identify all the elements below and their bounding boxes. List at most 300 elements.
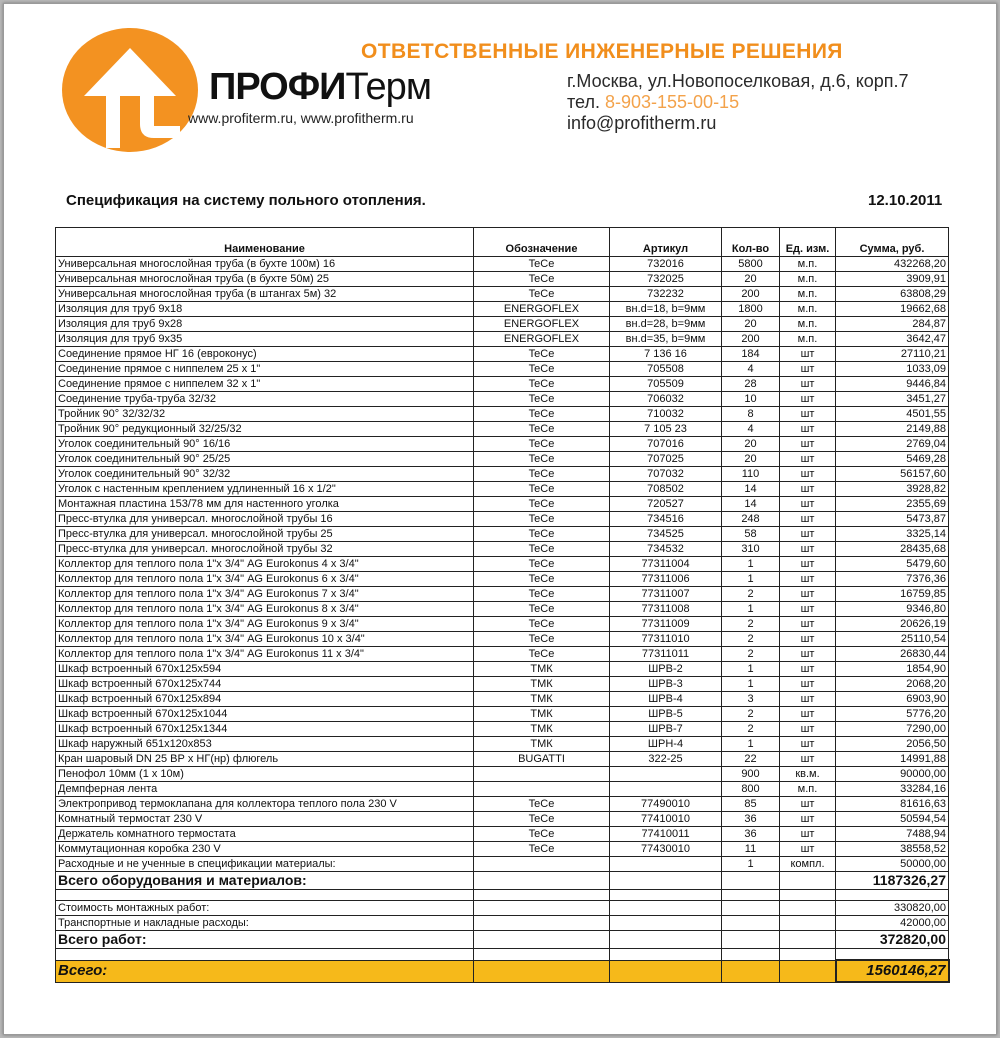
item-quantity: 28 — [722, 377, 780, 392]
item-sum: 9346,80 — [836, 602, 949, 617]
item-name: Уголок с настенным креплением удлиненный 16 х 1/2" — [56, 482, 474, 497]
item-quantity: 58 — [722, 527, 780, 542]
item-unit: шт — [780, 572, 836, 587]
table-row — [56, 692, 949, 707]
item-article: 706032 — [610, 392, 722, 407]
item-article: 734525 — [610, 527, 722, 542]
item-article — [610, 782, 722, 797]
item-name: Электропривод термоклапана для коллектора теплого пола 230 V — [56, 797, 474, 812]
item-unit: шт — [780, 797, 836, 812]
transport-value: 42000,00 — [836, 916, 949, 931]
item-name: Шкаф встроенный 670х125х1344 — [56, 722, 474, 737]
item-unit: шт — [780, 737, 836, 752]
item-name: Шкаф встроенный 670х125х744 — [56, 677, 474, 692]
item-designation: TeCe — [474, 812, 610, 827]
item-quantity: 310 — [722, 542, 780, 557]
item-article: 710032 — [610, 407, 722, 422]
item-article: 77311010 — [610, 632, 722, 647]
contacts — [567, 71, 909, 134]
item-sum: 3325,14 — [836, 527, 949, 542]
table-row — [56, 827, 949, 842]
table-row — [56, 647, 949, 662]
item-quantity: 1800 — [722, 302, 780, 317]
item-designation: TeCe — [474, 632, 610, 647]
item-designation: TeCe — [474, 422, 610, 437]
table-row — [56, 782, 949, 797]
item-article: ШРВ-2 — [610, 662, 722, 677]
item-unit: шт — [780, 722, 836, 737]
item-name: Шкаф встроенный 670х125х1044 — [56, 707, 474, 722]
item-quantity: 1 — [722, 857, 780, 872]
item-sum: 5776,20 — [836, 707, 949, 722]
table-row — [56, 482, 949, 497]
item-sum: 56157,60 — [836, 467, 949, 482]
document-date: 12.10.2011 — [868, 192, 943, 209]
item-article: 732016 — [610, 257, 722, 272]
item-quantity: 1 — [722, 662, 780, 677]
table-row — [56, 587, 949, 602]
table-row — [56, 497, 949, 512]
item-article: 707016 — [610, 437, 722, 452]
item-sum: 432268,20 — [836, 257, 949, 272]
item-article: ШРВ-7 — [610, 722, 722, 737]
item-unit: м.п. — [780, 302, 836, 317]
phone-label: тел. — [567, 92, 600, 112]
item-designation: TeCe — [474, 497, 610, 512]
item-quantity: 2 — [722, 617, 780, 632]
equipment-total-row — [56, 872, 949, 890]
item-article: 7 105 23 — [610, 422, 722, 437]
item-article: 707032 — [610, 467, 722, 482]
item-quantity: 900 — [722, 767, 780, 782]
table-row — [56, 347, 949, 362]
item-sum: 16759,85 — [836, 587, 949, 602]
table-row — [56, 812, 949, 827]
item-unit: шт — [780, 587, 836, 602]
item-designation: TeCe — [474, 647, 610, 662]
item-name: Пенофол 10мм (1 х 10м) — [56, 767, 474, 782]
item-sum: 14991,88 — [836, 752, 949, 767]
item-unit: шт — [780, 557, 836, 572]
item-sum: 50594,54 — [836, 812, 949, 827]
item-designation: TeCe — [474, 272, 610, 287]
item-quantity: 14 — [722, 497, 780, 512]
item-sum: 5469,28 — [836, 452, 949, 467]
item-unit: шт — [780, 362, 836, 377]
item-designation: TeCe — [474, 557, 610, 572]
item-sum: 3642,47 — [836, 332, 949, 347]
item-unit: шт — [780, 752, 836, 767]
item-article: 705508 — [610, 362, 722, 377]
item-unit: шт — [780, 812, 836, 827]
item-article: 705509 — [610, 377, 722, 392]
item-designation — [474, 857, 610, 872]
item-unit: шт — [780, 842, 836, 857]
table-row — [56, 722, 949, 737]
table-row — [56, 797, 949, 812]
item-name: Изоляция для труб 9х28 — [56, 317, 474, 332]
item-name: Уголок соединительный 90° 32/32 — [56, 467, 474, 482]
item-designation: TeCe — [474, 542, 610, 557]
item-quantity: 4 — [722, 422, 780, 437]
item-article: ШРВ-5 — [610, 707, 722, 722]
item-quantity: 20 — [722, 317, 780, 332]
item-designation: ТМК — [474, 677, 610, 692]
item-quantity: 200 — [722, 287, 780, 302]
item-quantity: 10 — [722, 392, 780, 407]
item-sum: 7488,94 — [836, 827, 949, 842]
brand-name: ПРОФИТерм — [209, 66, 431, 108]
table-row — [56, 257, 949, 272]
item-article: 734516 — [610, 512, 722, 527]
item-quantity: 36 — [722, 827, 780, 842]
item-article: 77490010 — [610, 797, 722, 812]
item-designation: ENERGOFLEX — [474, 317, 610, 332]
item-designation: TeCe — [474, 257, 610, 272]
item-designation: TeCe — [474, 452, 610, 467]
item-sum: 2068,20 — [836, 677, 949, 692]
item-quantity: 5800 — [722, 257, 780, 272]
table-row — [56, 632, 949, 647]
item-designation: TeCe — [474, 827, 610, 842]
item-designation: ТМК — [474, 662, 610, 677]
item-name: Коллектор для теплого пола 1"х 3/4" AG Eurokonus 10 х 3/4" — [56, 632, 474, 647]
item-designation: ENERGOFLEX — [474, 332, 610, 347]
item-unit: м.п. — [780, 332, 836, 347]
item-unit: шт — [780, 647, 836, 662]
item-article: 708502 — [610, 482, 722, 497]
item-designation: BUGATTI — [474, 752, 610, 767]
item-quantity: 1 — [722, 557, 780, 572]
item-unit: м.п. — [780, 287, 836, 302]
item-article: ШРН-4 — [610, 737, 722, 752]
item-designation: ТМК — [474, 707, 610, 722]
item-article: 732025 — [610, 272, 722, 287]
item-unit: шт — [780, 437, 836, 452]
item-designation: ТМК — [474, 692, 610, 707]
item-unit: м.п. — [780, 317, 836, 332]
item-unit: кв.м. — [780, 767, 836, 782]
item-name: Пресс-втулка для универсал. многослойной трубы 25 — [56, 527, 474, 542]
item-name: Демпферная лента — [56, 782, 474, 797]
item-article: 734532 — [610, 542, 722, 557]
item-unit: шт — [780, 707, 836, 722]
item-article: 720527 — [610, 497, 722, 512]
item-unit: шт — [780, 602, 836, 617]
works-total-value: 372820,00 — [836, 931, 949, 949]
blank-row — [56, 890, 949, 901]
item-unit: шт — [780, 827, 836, 842]
item-name: Универсальная многослойная труба (в бухте 50м) 25 — [56, 272, 474, 287]
table-row — [56, 452, 949, 467]
email: info@profitherm.ru — [567, 113, 717, 133]
item-quantity: 184 — [722, 347, 780, 362]
item-name: Тройник 90° 32/32/32 — [56, 407, 474, 422]
table-body — [56, 257, 949, 872]
table-row — [56, 272, 949, 287]
table-row — [56, 542, 949, 557]
table-row — [56, 392, 949, 407]
item-name: Кран шаровый DN 25 ВР х НГ(нр) флюгель — [56, 752, 474, 767]
item-sum: 9446,84 — [836, 377, 949, 392]
item-name: Коллектор для теплого пола 1"х 3/4" AG Eurokonus 8 х 3/4" — [56, 602, 474, 617]
item-quantity: 1 — [722, 602, 780, 617]
item-sum: 81616,63 — [836, 797, 949, 812]
header-name: Наименование — [56, 228, 474, 257]
item-designation: TeCe — [474, 347, 610, 362]
item-designation: TeCe — [474, 437, 610, 452]
item-name: Универсальная многослойная труба (в штангах 5м) 32 — [56, 287, 474, 302]
header-article: Артикул — [610, 228, 722, 257]
header-quantity: Кол-во — [722, 228, 780, 257]
item-sum: 2355,69 — [836, 497, 949, 512]
item-sum: 50000,00 — [836, 857, 949, 872]
item-article: 707025 — [610, 452, 722, 467]
installation-row — [56, 901, 949, 916]
grand-total-label: Всего: — [56, 960, 474, 982]
item-unit: м.п. — [780, 257, 836, 272]
table-row — [56, 842, 949, 857]
item-quantity: 110 — [722, 467, 780, 482]
item-quantity: 2 — [722, 647, 780, 662]
item-designation: TeCe — [474, 842, 610, 857]
item-unit: компл. — [780, 857, 836, 872]
item-name: Соединение прямое НГ 16 (евроконус) — [56, 347, 474, 362]
item-name: Тройник 90° редукционный 32/25/32 — [56, 422, 474, 437]
item-quantity: 3 — [722, 692, 780, 707]
item-name: Коллектор для теплого пола 1"х 3/4" AG Eurokonus 6 х 3/4" — [56, 572, 474, 587]
item-designation: TeCe — [474, 467, 610, 482]
equipment-total-label: Всего оборудования и материалов: — [56, 872, 474, 890]
item-sum: 3909,91 — [836, 272, 949, 287]
item-designation: TeCe — [474, 407, 610, 422]
item-quantity: 2 — [722, 722, 780, 737]
item-article: вн.d=18, b=9мм — [610, 302, 722, 317]
item-quantity: 85 — [722, 797, 780, 812]
table-row — [56, 767, 949, 782]
table-row — [56, 737, 949, 752]
item-sum: 33284,16 — [836, 782, 949, 797]
item-unit: шт — [780, 467, 836, 482]
item-sum: 1854,90 — [836, 662, 949, 677]
table-row — [56, 572, 949, 587]
item-quantity: 36 — [722, 812, 780, 827]
item-quantity: 200 — [722, 332, 780, 347]
item-sum: 28435,68 — [836, 542, 949, 557]
item-name: Универсальная многослойная труба (в бухте 100м) 16 — [56, 257, 474, 272]
item-quantity: 11 — [722, 842, 780, 857]
item-designation — [474, 782, 610, 797]
item-name: Коллектор для теплого пола 1"х 3/4" AG Eurokonus 9 х 3/4" — [56, 617, 474, 632]
item-quantity: 2 — [722, 707, 780, 722]
item-name: Изоляция для труб 9х18 — [56, 302, 474, 317]
item-designation: TeCe — [474, 617, 610, 632]
item-sum: 38558,52 — [836, 842, 949, 857]
item-article: 77311011 — [610, 647, 722, 662]
item-designation: TeCe — [474, 587, 610, 602]
slogan: ОТВЕТСТВЕННЫЕ ИНЖЕНЕРНЫЕ РЕШЕНИЯ — [361, 40, 843, 63]
item-name: Соединение прямое с ниппелем 25 х 1" — [56, 362, 474, 377]
table-row — [56, 362, 949, 377]
item-article: 77311008 — [610, 602, 722, 617]
item-designation — [474, 767, 610, 782]
item-designation: ENERGOFLEX — [474, 302, 610, 317]
table-row — [56, 752, 949, 767]
item-quantity: 1 — [722, 737, 780, 752]
profiterm-logo-icon — [60, 26, 200, 154]
header-unit: Ед. изм. — [780, 228, 836, 257]
transport-row — [56, 916, 949, 931]
item-quantity: 20 — [722, 437, 780, 452]
item-article — [610, 767, 722, 782]
item-quantity: 2 — [722, 587, 780, 602]
table-row — [56, 287, 949, 302]
item-sum: 3451,27 — [836, 392, 949, 407]
item-article: 77430010 — [610, 842, 722, 857]
item-article: 77311004 — [610, 557, 722, 572]
item-article: 77410011 — [610, 827, 722, 842]
item-quantity: 20 — [722, 452, 780, 467]
item-quantity: 1 — [722, 572, 780, 587]
item-name: Комнатный термостат 230 V — [56, 812, 474, 827]
item-article: 732232 — [610, 287, 722, 302]
item-unit: шт — [780, 482, 836, 497]
item-unit: шт — [780, 677, 836, 692]
table-row — [56, 332, 949, 347]
item-unit: шт — [780, 407, 836, 422]
item-name: Держатель комнатного термостата — [56, 827, 474, 842]
item-article: 7 136 16 — [610, 347, 722, 362]
works-total-row — [56, 931, 949, 949]
table-row — [56, 602, 949, 617]
item-designation: TeCe — [474, 512, 610, 527]
item-quantity: 2 — [722, 632, 780, 647]
item-sum: 90000,00 — [836, 767, 949, 782]
table-row — [56, 422, 949, 437]
item-unit: шт — [780, 392, 836, 407]
item-sum: 1033,09 — [836, 362, 949, 377]
works-total-label: Всего работ: — [56, 931, 474, 949]
item-name: Шкаф встроенный 670х125х594 — [56, 662, 474, 677]
item-unit: шт — [780, 542, 836, 557]
item-name: Коллектор для теплого пола 1"х 3/4" AG Eurokonus 7 х 3/4" — [56, 587, 474, 602]
document-title: Спецификация на систему польного отопления. — [66, 192, 426, 209]
item-article — [610, 857, 722, 872]
item-unit: шт — [780, 527, 836, 542]
item-sum: 2149,88 — [836, 422, 949, 437]
item-sum: 2056,50 — [836, 737, 949, 752]
table-row — [56, 557, 949, 572]
table-row — [56, 467, 949, 482]
item-name: Шкаф встроенный 670х125х894 — [56, 692, 474, 707]
item-sum: 63808,29 — [836, 287, 949, 302]
item-name: Пресс-втулка для универсал. многослойной трубы 32 — [56, 542, 474, 557]
header-sum: Сумма, руб. — [836, 228, 949, 257]
item-designation: TeCe — [474, 287, 610, 302]
installation-label: Стоимость монтажных работ: — [56, 901, 474, 916]
item-unit: шт — [780, 512, 836, 527]
table-row — [56, 437, 949, 452]
item-designation: ТМК — [474, 722, 610, 737]
item-unit: шт — [780, 632, 836, 647]
table-row — [56, 512, 949, 527]
address: г.Москва, ул.Новопоселковая, д.6, корп.7 — [567, 71, 909, 91]
item-article: 322-25 — [610, 752, 722, 767]
item-name: Пресс-втулка для универсал. многослойной трубы 16 — [56, 512, 474, 527]
item-designation: TeCe — [474, 527, 610, 542]
item-quantity: 4 — [722, 362, 780, 377]
item-article: 77311006 — [610, 572, 722, 587]
item-unit: шт — [780, 422, 836, 437]
item-sum: 3928,82 — [836, 482, 949, 497]
transport-label: Транспортные и накладные расходы: — [56, 916, 474, 931]
item-name: Шкаф наружный 651х120х853 — [56, 737, 474, 752]
table-row — [56, 662, 949, 677]
item-quantity: 22 — [722, 752, 780, 767]
item-designation: TeCe — [474, 377, 610, 392]
item-unit: м.п. — [780, 272, 836, 287]
item-article: 77410010 — [610, 812, 722, 827]
item-unit: шт — [780, 617, 836, 632]
item-unit: м.п. — [780, 782, 836, 797]
table-row — [56, 302, 949, 317]
installation-value: 330820,00 — [836, 901, 949, 916]
item-article: 77311009 — [610, 617, 722, 632]
item-name: Соединение труба-труба 32/32 — [56, 392, 474, 407]
item-designation: TeCe — [474, 572, 610, 587]
item-quantity: 20 — [722, 272, 780, 287]
item-name: Коллектор для теплого пола 1"х 3/4" AG Eurokonus 4 х 3/4" — [56, 557, 474, 572]
grand-total-row — [56, 960, 949, 982]
item-designation: TeCe — [474, 482, 610, 497]
item-sum: 7290,00 — [836, 722, 949, 737]
item-sum: 284,87 — [836, 317, 949, 332]
table-row — [56, 527, 949, 542]
header-designation: Обозначение — [474, 228, 610, 257]
item-sum: 6903,90 — [836, 692, 949, 707]
table-row — [56, 407, 949, 422]
table-row — [56, 317, 949, 332]
table-header-row — [56, 228, 949, 257]
item-sum: 25110,54 — [836, 632, 949, 647]
specification-table — [55, 227, 950, 983]
item-name: Изоляция для труб 9х35 — [56, 332, 474, 347]
item-designation: TeCe — [474, 362, 610, 377]
item-article: вн.d=35, b=9мм — [610, 332, 722, 347]
item-sum: 26830,44 — [836, 647, 949, 662]
item-name: Уголок соединительный 90° 25/25 — [56, 452, 474, 467]
item-quantity: 8 — [722, 407, 780, 422]
table-row — [56, 617, 949, 632]
item-article: 77311007 — [610, 587, 722, 602]
item-name: Соединение прямое с ниппелем 32 х 1" — [56, 377, 474, 392]
table-row — [56, 377, 949, 392]
item-quantity: 1 — [722, 677, 780, 692]
item-sum: 4501,55 — [836, 407, 949, 422]
item-sum: 7376,36 — [836, 572, 949, 587]
item-quantity: 248 — [722, 512, 780, 527]
item-unit: шт — [780, 377, 836, 392]
equipment-total-value: 1187326,27 — [836, 872, 949, 890]
item-name: Коллектор для теплого пола 1"х 3/4" AG Eurokonus 11 х 3/4" — [56, 647, 474, 662]
item-article: вн.d=28, b=9мм — [610, 317, 722, 332]
item-sum: 19662,68 — [836, 302, 949, 317]
grand-total-value: 1560146,27 — [836, 960, 949, 982]
item-unit: шт — [780, 452, 836, 467]
item-name: Коммутационная коробка 230 V — [56, 842, 474, 857]
table-row — [56, 707, 949, 722]
table-row — [56, 857, 949, 872]
